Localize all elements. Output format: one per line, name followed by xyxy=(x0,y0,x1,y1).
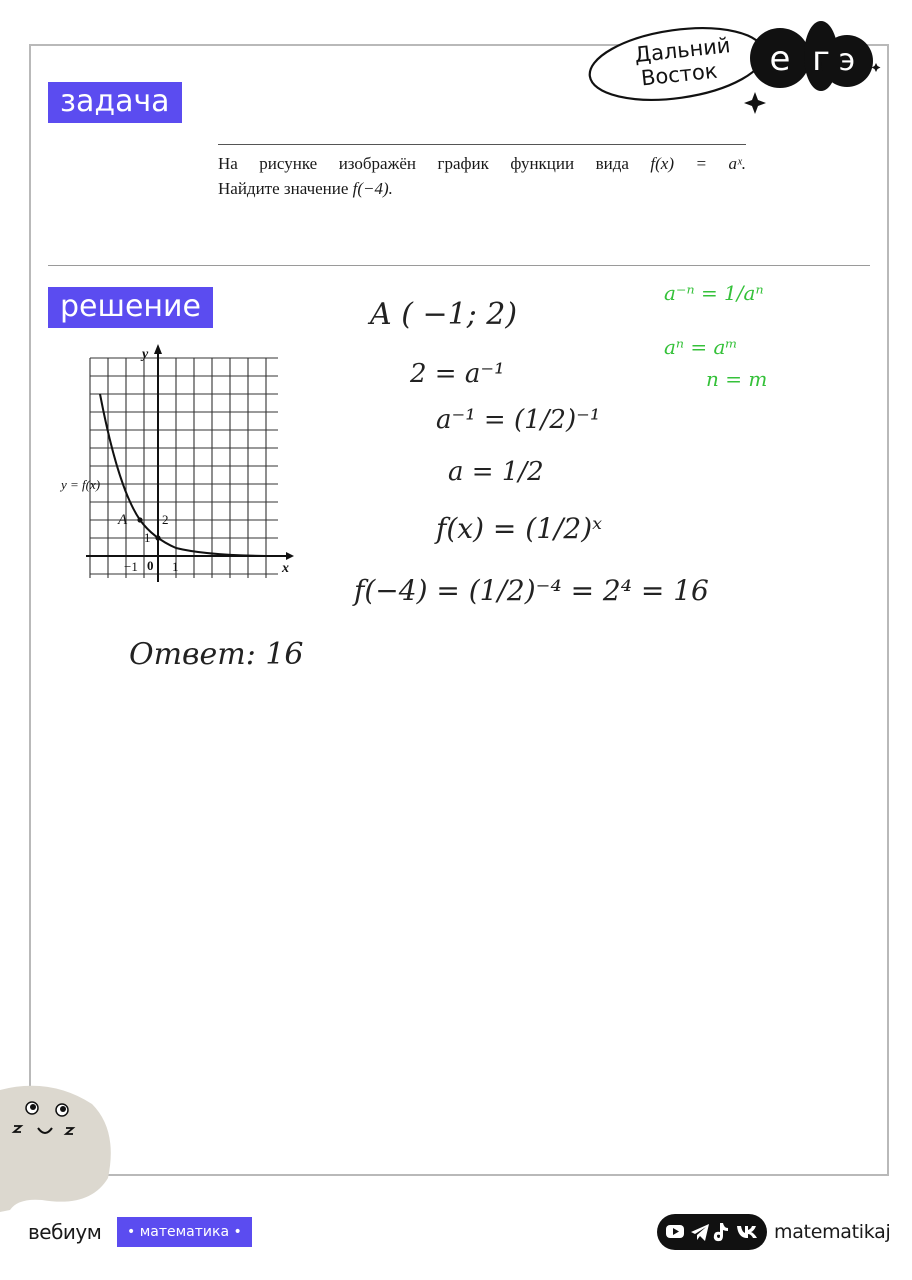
problem-line2-text: Найдите значение xyxy=(218,179,353,198)
social-icons xyxy=(657,1214,767,1250)
brand-name: вебиум xyxy=(28,1220,102,1244)
problem-line2-formula: f(−4). xyxy=(352,179,393,198)
solution-label: решение xyxy=(48,287,213,328)
solution-line-2: 2 = a⁻¹ xyxy=(410,359,505,389)
y-axis-label: y xyxy=(142,347,149,362)
logo-line1: Дальний xyxy=(633,33,732,68)
tick-label-x1: 1 xyxy=(172,559,179,574)
solution-line-3: a⁻¹ = (1/2)⁻¹ xyxy=(436,405,601,435)
point-a-label: A xyxy=(118,512,128,528)
tick-label-2: 2 xyxy=(162,512,169,527)
problem-line1-text: На рисунке изображён график функции вида xyxy=(218,154,651,173)
dalniy-vostok-ege-logo xyxy=(585,16,885,116)
tick-label-neg1: −1 xyxy=(124,559,138,574)
section-divider xyxy=(48,265,870,266)
problem-line-2 xyxy=(218,176,746,201)
handwritten-solution xyxy=(340,270,820,630)
solution-line-4: a = 1/2 xyxy=(448,457,544,487)
youtube-icon xyxy=(666,1225,684,1238)
subject-chip: • математика • xyxy=(117,1217,252,1247)
logo-letter-e2: э xyxy=(838,43,856,78)
x-axis-label: x xyxy=(282,561,289,576)
handwritten-answer xyxy=(125,622,325,682)
solution-line-6: f(−4) = (1/2)⁻⁴ = 2⁴ = 16 xyxy=(354,574,709,607)
rule-line-2: aⁿ = aᵐ xyxy=(664,335,738,359)
task-label: задача xyxy=(48,82,182,123)
logo-letter-g: г xyxy=(812,39,830,79)
problem-line1-formula: f(x) = aˣ. xyxy=(650,154,746,173)
function-graph xyxy=(58,338,298,588)
tick-label-1: 1 xyxy=(144,530,151,545)
logo-letter-e: е xyxy=(769,39,791,79)
mascot-blob xyxy=(0,1082,115,1212)
rule-line-3: n = m xyxy=(706,367,768,391)
rule-line-1: a⁻ⁿ = 1/aⁿ xyxy=(664,281,764,305)
logo-line2: Восток xyxy=(639,58,719,91)
answer-text: Ответ: 16 xyxy=(129,637,304,672)
solution-line-5: f(x) = (1/2)ˣ xyxy=(436,512,603,545)
sparkle-icon xyxy=(744,92,766,114)
sparkle-small-icon xyxy=(872,63,881,72)
function-label: y = f(x) xyxy=(61,477,101,492)
problem-line-1 xyxy=(218,151,746,176)
social-handle: matematikaj xyxy=(774,1221,891,1243)
problem-statement xyxy=(218,144,746,201)
solution-line-1: A ( −1; 2) xyxy=(370,297,518,332)
tick-label-0: 0 xyxy=(147,558,154,573)
